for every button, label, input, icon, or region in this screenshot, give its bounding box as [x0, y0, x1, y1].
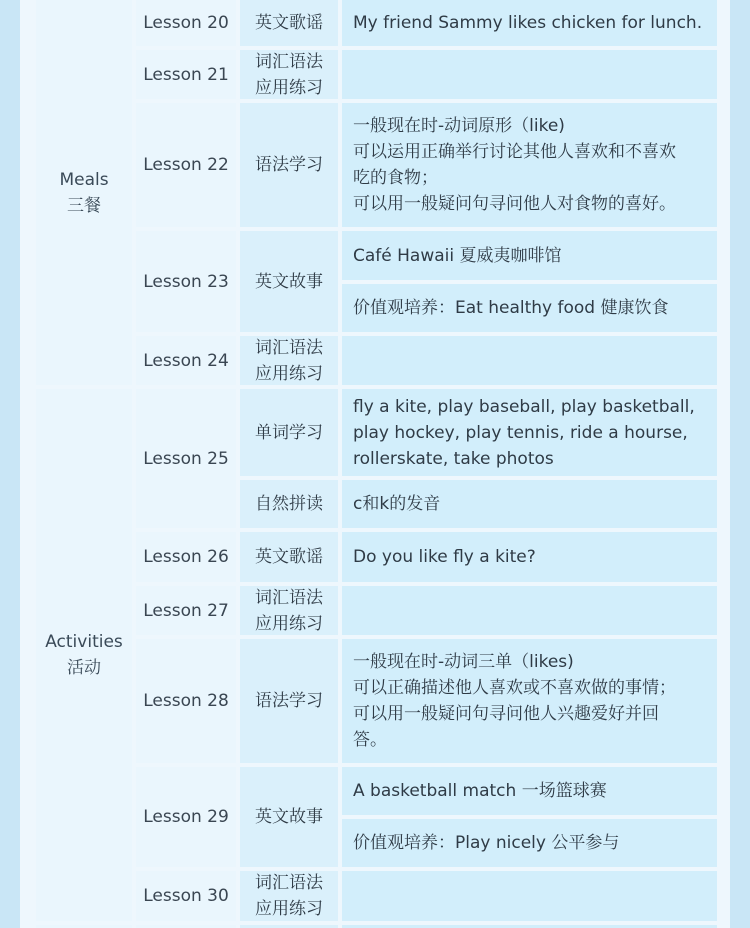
- lesson-name: Lesson 30: [143, 886, 229, 906]
- unit-name-zh: 三餐: [67, 195, 101, 216]
- lesson-name: Lesson 23: [143, 271, 229, 292]
- lesson-cell: [136, 767, 236, 867]
- content-cell: [342, 0, 717, 46]
- unit-cell-meals: [36, 0, 132, 385]
- content-cell: [342, 336, 717, 385]
- lesson-name: Lesson 24: [143, 350, 229, 371]
- type-line: 语法学习: [255, 155, 323, 175]
- lesson-cell: [136, 0, 236, 46]
- type-cell: [240, 0, 338, 46]
- type-line: 应用练习: [255, 363, 323, 384]
- type-cell: [240, 103, 338, 227]
- lesson-name: Lesson 20: [143, 13, 229, 33]
- type-line: 单词学习: [255, 422, 323, 443]
- type-line: 词汇语法: [255, 51, 323, 72]
- type-line: 英文歌谣: [255, 547, 323, 567]
- content-cell: [342, 871, 717, 921]
- lesson-name: Lesson 27: [143, 600, 229, 621]
- content-line: rollerskate, take photos: [353, 448, 554, 469]
- lesson-cell: [136, 50, 236, 99]
- type-cell: [240, 389, 338, 476]
- type-cell: [240, 767, 338, 867]
- lesson-cell: [136, 639, 236, 763]
- content-cell: [342, 639, 717, 763]
- type-line: 语法学习: [255, 691, 323, 711]
- unit-cell-activities: [36, 389, 132, 921]
- content-cell: [342, 767, 717, 815]
- content-line: A basketball match 一场篮球赛: [353, 781, 607, 801]
- type-line: 应用练习: [255, 613, 323, 634]
- content-line: 价值观培养：Eat healthy food 健康饮食: [353, 298, 669, 318]
- content-cell: [342, 50, 717, 99]
- content-line: Café Hawaii 夏威夷咖啡馆: [353, 245, 562, 266]
- type-cell: [240, 336, 338, 385]
- lesson-cell: [136, 586, 236, 635]
- content-cell: [342, 586, 717, 635]
- content-line: 可以运用正确举行讨论其他人喜欢和不喜欢: [353, 142, 676, 162]
- unit-name-en: Activities: [45, 632, 123, 652]
- content-line: 可以用一般疑问句寻问他人对食物的喜好。: [353, 194, 676, 214]
- content-line: play hockey, play tennis, ride a hourse,: [353, 422, 688, 443]
- content-line: 吃的食物；: [353, 168, 438, 188]
- content-cell: [342, 284, 717, 332]
- lesson-cell: [136, 336, 236, 385]
- content-cell: [342, 819, 717, 867]
- type-line: 英文故事: [255, 807, 323, 827]
- content-line: 答。: [353, 730, 387, 750]
- lesson-name: Lesson 26: [143, 547, 229, 567]
- content-line: 可以用一般疑问句寻问他人兴趣爱好并回: [353, 704, 659, 724]
- content-line: c和k的发音: [353, 494, 441, 514]
- content-line: 价值观培养：Play nicely 公平参与: [353, 833, 620, 853]
- type-line: 应用练习: [255, 899, 323, 919]
- content-line: fly a kite, play baseball, play basketball,: [353, 396, 695, 417]
- lesson-cell: [136, 532, 236, 582]
- content-cell: [342, 480, 717, 528]
- content-line: 可以正确描述他人喜欢或不喜欢做的事情；: [353, 678, 676, 698]
- type-cell: [240, 586, 338, 635]
- type-cell: [240, 480, 338, 528]
- lesson-name: Lesson 25: [143, 448, 229, 469]
- type-cell: [240, 871, 338, 921]
- type-cell: [240, 50, 338, 99]
- type-line: 自然拼读: [255, 494, 323, 514]
- content-line: 一般现在时-动词原形（like): [353, 116, 565, 136]
- type-line: 英文故事: [255, 271, 323, 292]
- type-cell: [240, 231, 338, 332]
- content-cell: [342, 103, 717, 227]
- unit-name-zh: 活动: [67, 658, 101, 678]
- lesson-name: Lesson 22: [143, 155, 229, 175]
- lesson-cell: [136, 231, 236, 332]
- type-line: 英文歌谣: [255, 13, 323, 33]
- type-line: 应用练习: [255, 77, 323, 98]
- type-cell: [240, 532, 338, 582]
- type-line: 词汇语法: [255, 587, 323, 608]
- content-line: Do you like fly a kite?: [353, 547, 536, 567]
- lesson-name: Lesson 29: [143, 807, 229, 827]
- content-cell: [342, 389, 717, 476]
- type-cell: [240, 639, 338, 763]
- lesson-cell: [136, 103, 236, 227]
- lesson-cell: [136, 871, 236, 921]
- type-line: 词汇语法: [255, 337, 323, 358]
- lesson-cell: [136, 389, 236, 528]
- lesson-name: Lesson 21: [143, 64, 229, 85]
- content-cell: [342, 231, 717, 280]
- content-line: 一般现在时-动词三单（likes): [353, 652, 574, 672]
- type-line: 词汇语法: [255, 873, 323, 893]
- unit-name-en: Meals: [59, 169, 109, 190]
- lesson-name: Lesson 28: [143, 691, 229, 711]
- content-line: My friend Sammy likes chicken for lunch.: [353, 13, 703, 33]
- content-cell: [342, 532, 717, 582]
